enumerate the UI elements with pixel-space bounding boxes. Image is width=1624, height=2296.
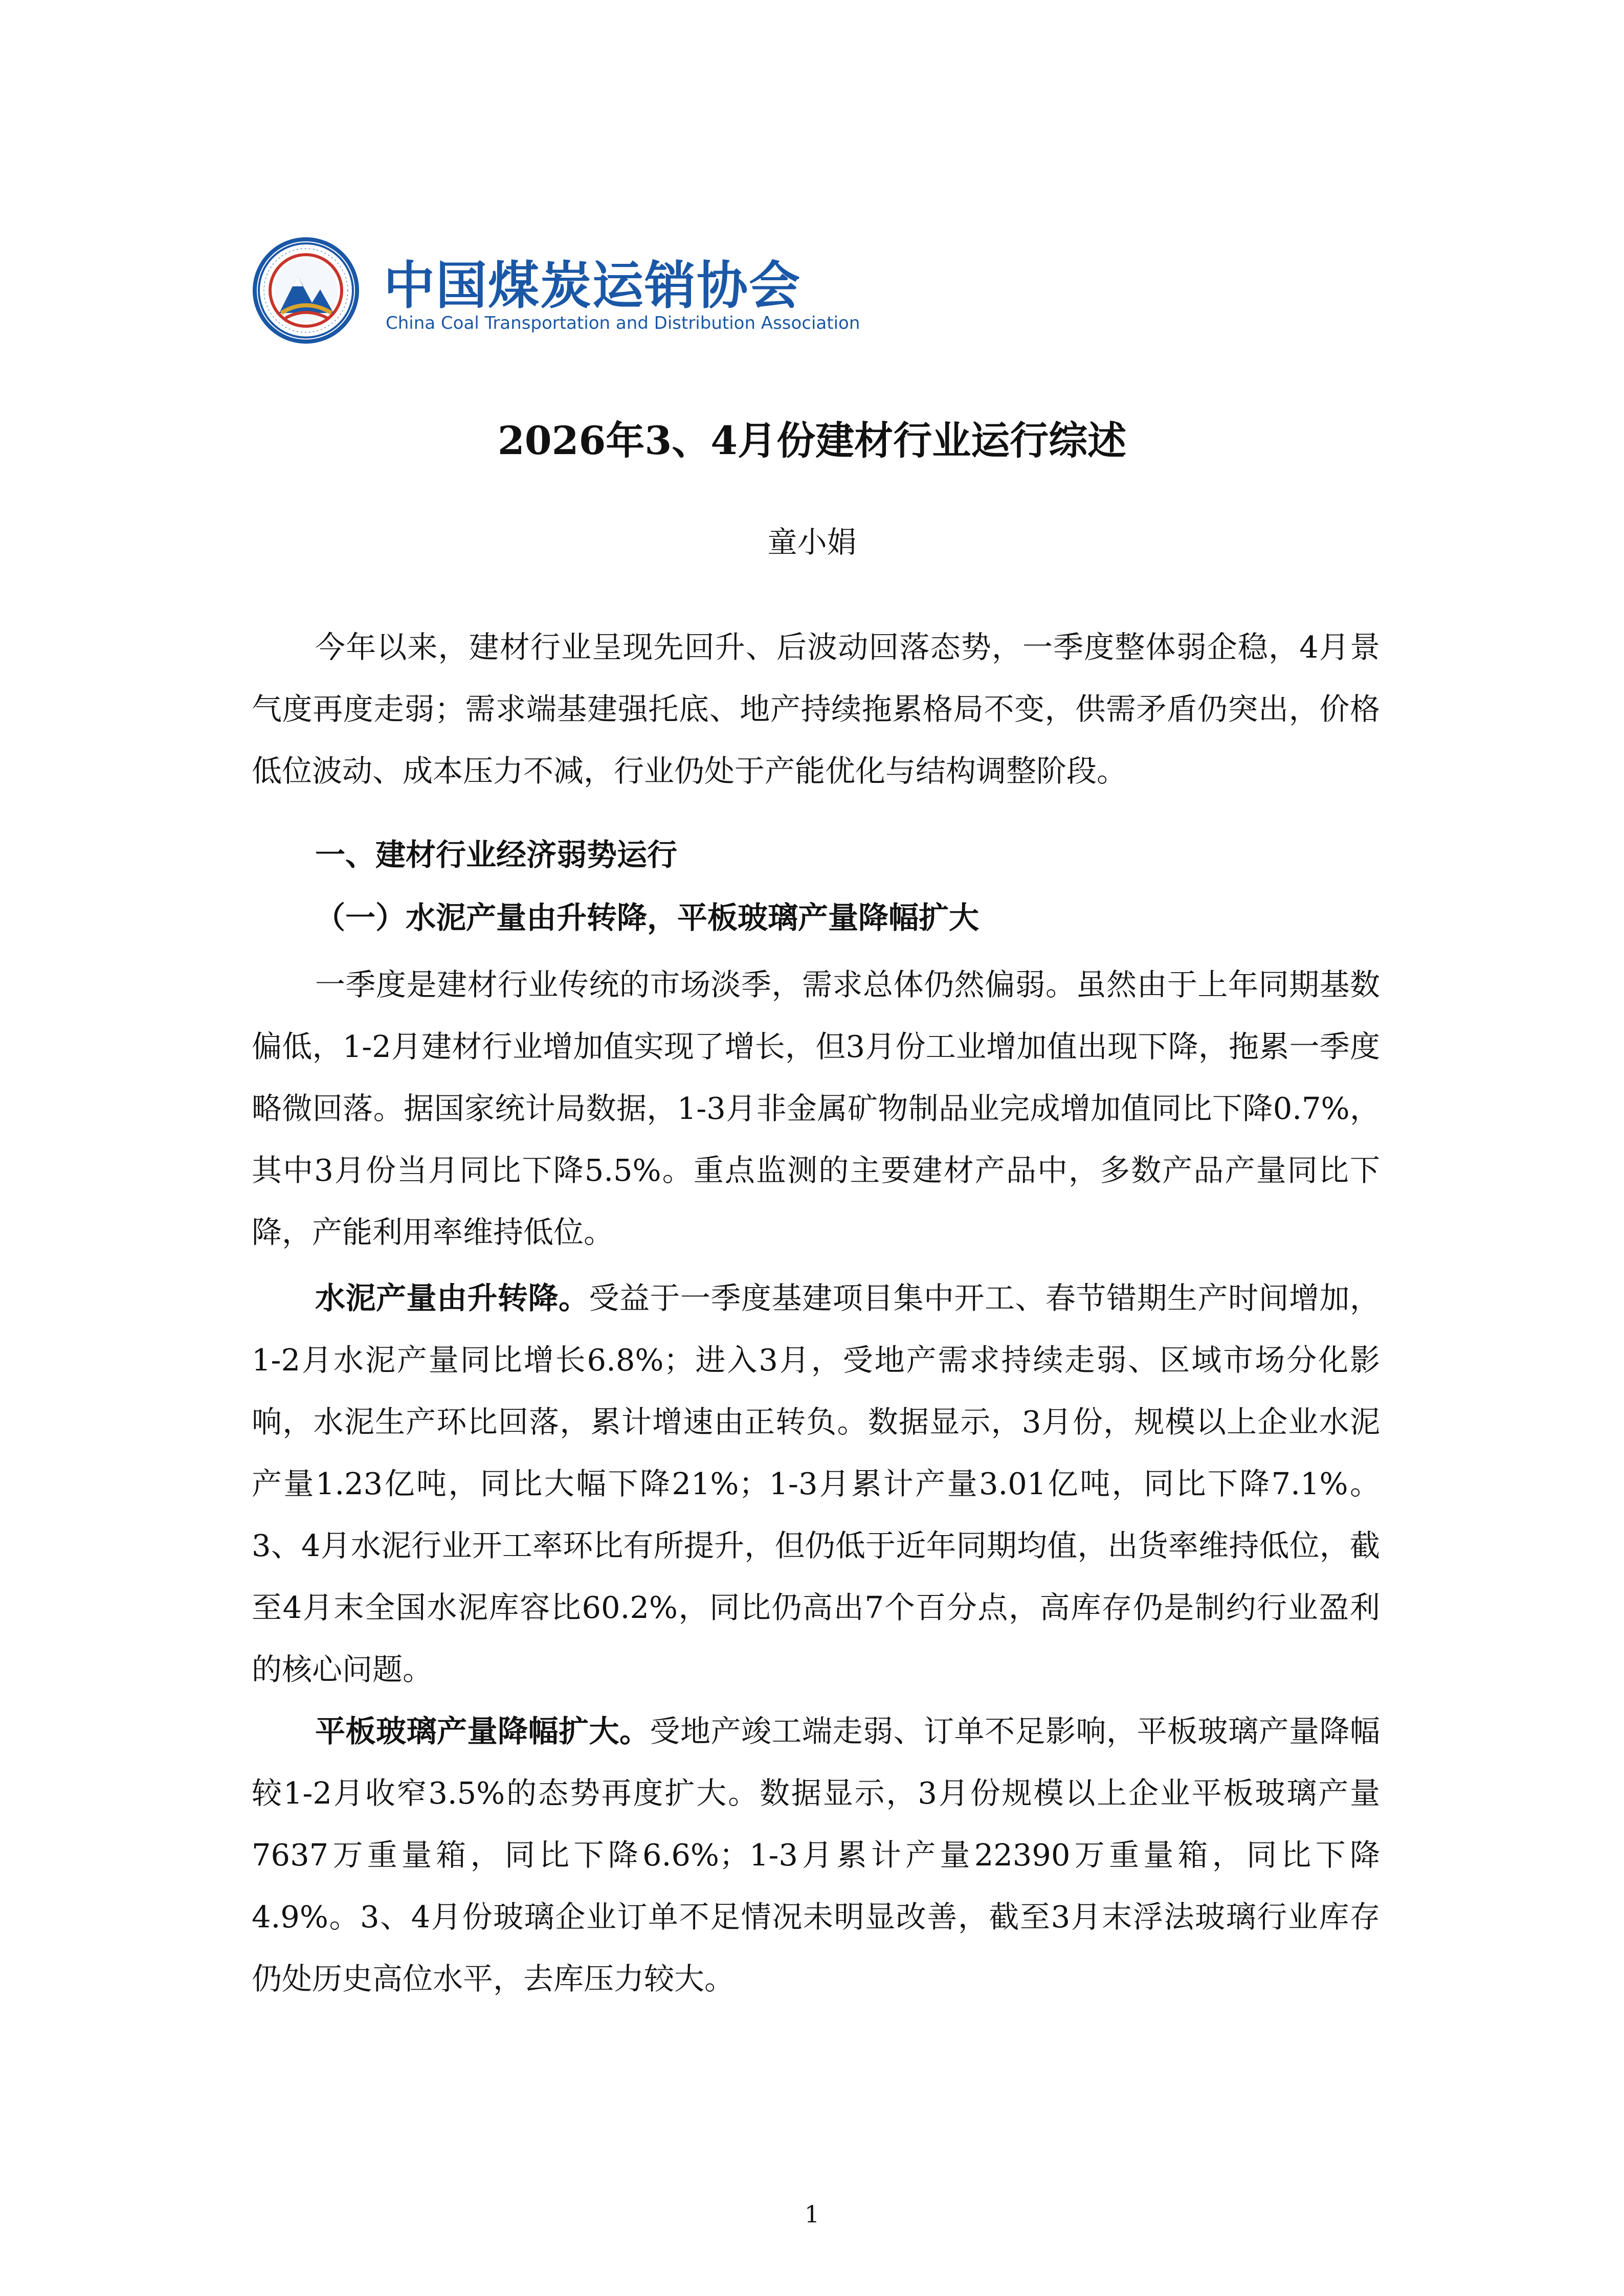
intro-paragraph: 今年以来，建材行业呈现先回升、后波动回落态势，一季度整体弱企稳，4月景气度再度走弱；需求端基建强托底、地产持续拖累格局不变，供需矛盾仍突出，价格低位波动、成本压力不减，行业仍处于产能优化与结构调整阶段。 <box>252 629 1380 789</box>
body-paragraph: 一季度是建材行业传统的市场淡季，需求总体仍然偏弱。虽然由于上年同期基数偏低，1-2月建材行业增加值实现了增长，但3月份工业增加值出现下降，拖累一季度略微回落。据国家统计局数据，1-3月非金属矿物制品业完成增加值同比下降0.7%，其中3月份当月同比下降5.5%。重点监测的主要建材产品中，多数产品产量同比下降，产能利用率维持低位。 <box>252 967 1380 1250</box>
document-author: 童小娟 <box>767 525 857 559</box>
header-logo <box>252 236 865 354</box>
paragraph-body: 受地产竣工端走弱、订单不足影响，平板玻璃产量降幅较1-2月收窄3.5%的态势再度扩大。数据显示，3月份规模以上企业平板玻璃产量7637万重量箱，同比下降6.6%；1-3月累计产量22390万重量箱，同比下降4.9%。3、4月份玻璃企业订单不足情况未明显改善，截至3月末浮法玻璃行业库存仍处历史高位水平，去库压力较大。 <box>252 1714 1380 1996</box>
paragraph-lead: 水泥产量由升转降。 <box>315 1280 589 1316</box>
org-name-en: China Coal Transportation and Distribution Association <box>386 313 860 333</box>
association-seal-icon <box>252 236 360 345</box>
paragraph-lead: 平板玻璃产量降幅扩大。 <box>315 1714 650 1749</box>
paragraph-body: 受益于一季度基建项目集中开工、春节错期生产时间增加，1-2月水泥产量同比增长6.8%；进入3月，受地产需求持续走弱、区域市场分化影响，水泥生产环比回落，累计增速由正转负。数据显示，3月份，规模以上企业水泥产量1.23亿吨，同比大幅下降21%；1-3月累计产量3.01亿吨，同比下降7.1%。3、4月水泥行业开工率环比有所提升，但仍低于近年同期均值，出货率维持低位，截至4月末全国水泥库容比60.2%，同比仍高出7个百分点，高库存仍是制约行业盈利的核心问题。 <box>252 1280 1380 1687</box>
subsection-heading: （一）水泥产量由升转降，平板玻璃产量降幅扩大 <box>315 900 980 935</box>
section-heading: 一、建材行业经济弱势运行 <box>315 837 678 872</box>
document-title: 2026年3、4月份建材行业运行综述 <box>497 418 1127 463</box>
org-name-cn: 中国煤炭运销协会 <box>384 256 801 316</box>
page-number: 1 <box>804 2200 820 2228</box>
body-paragraph <box>252 1267 1380 1700</box>
body-paragraph <box>252 1700 1380 2010</box>
